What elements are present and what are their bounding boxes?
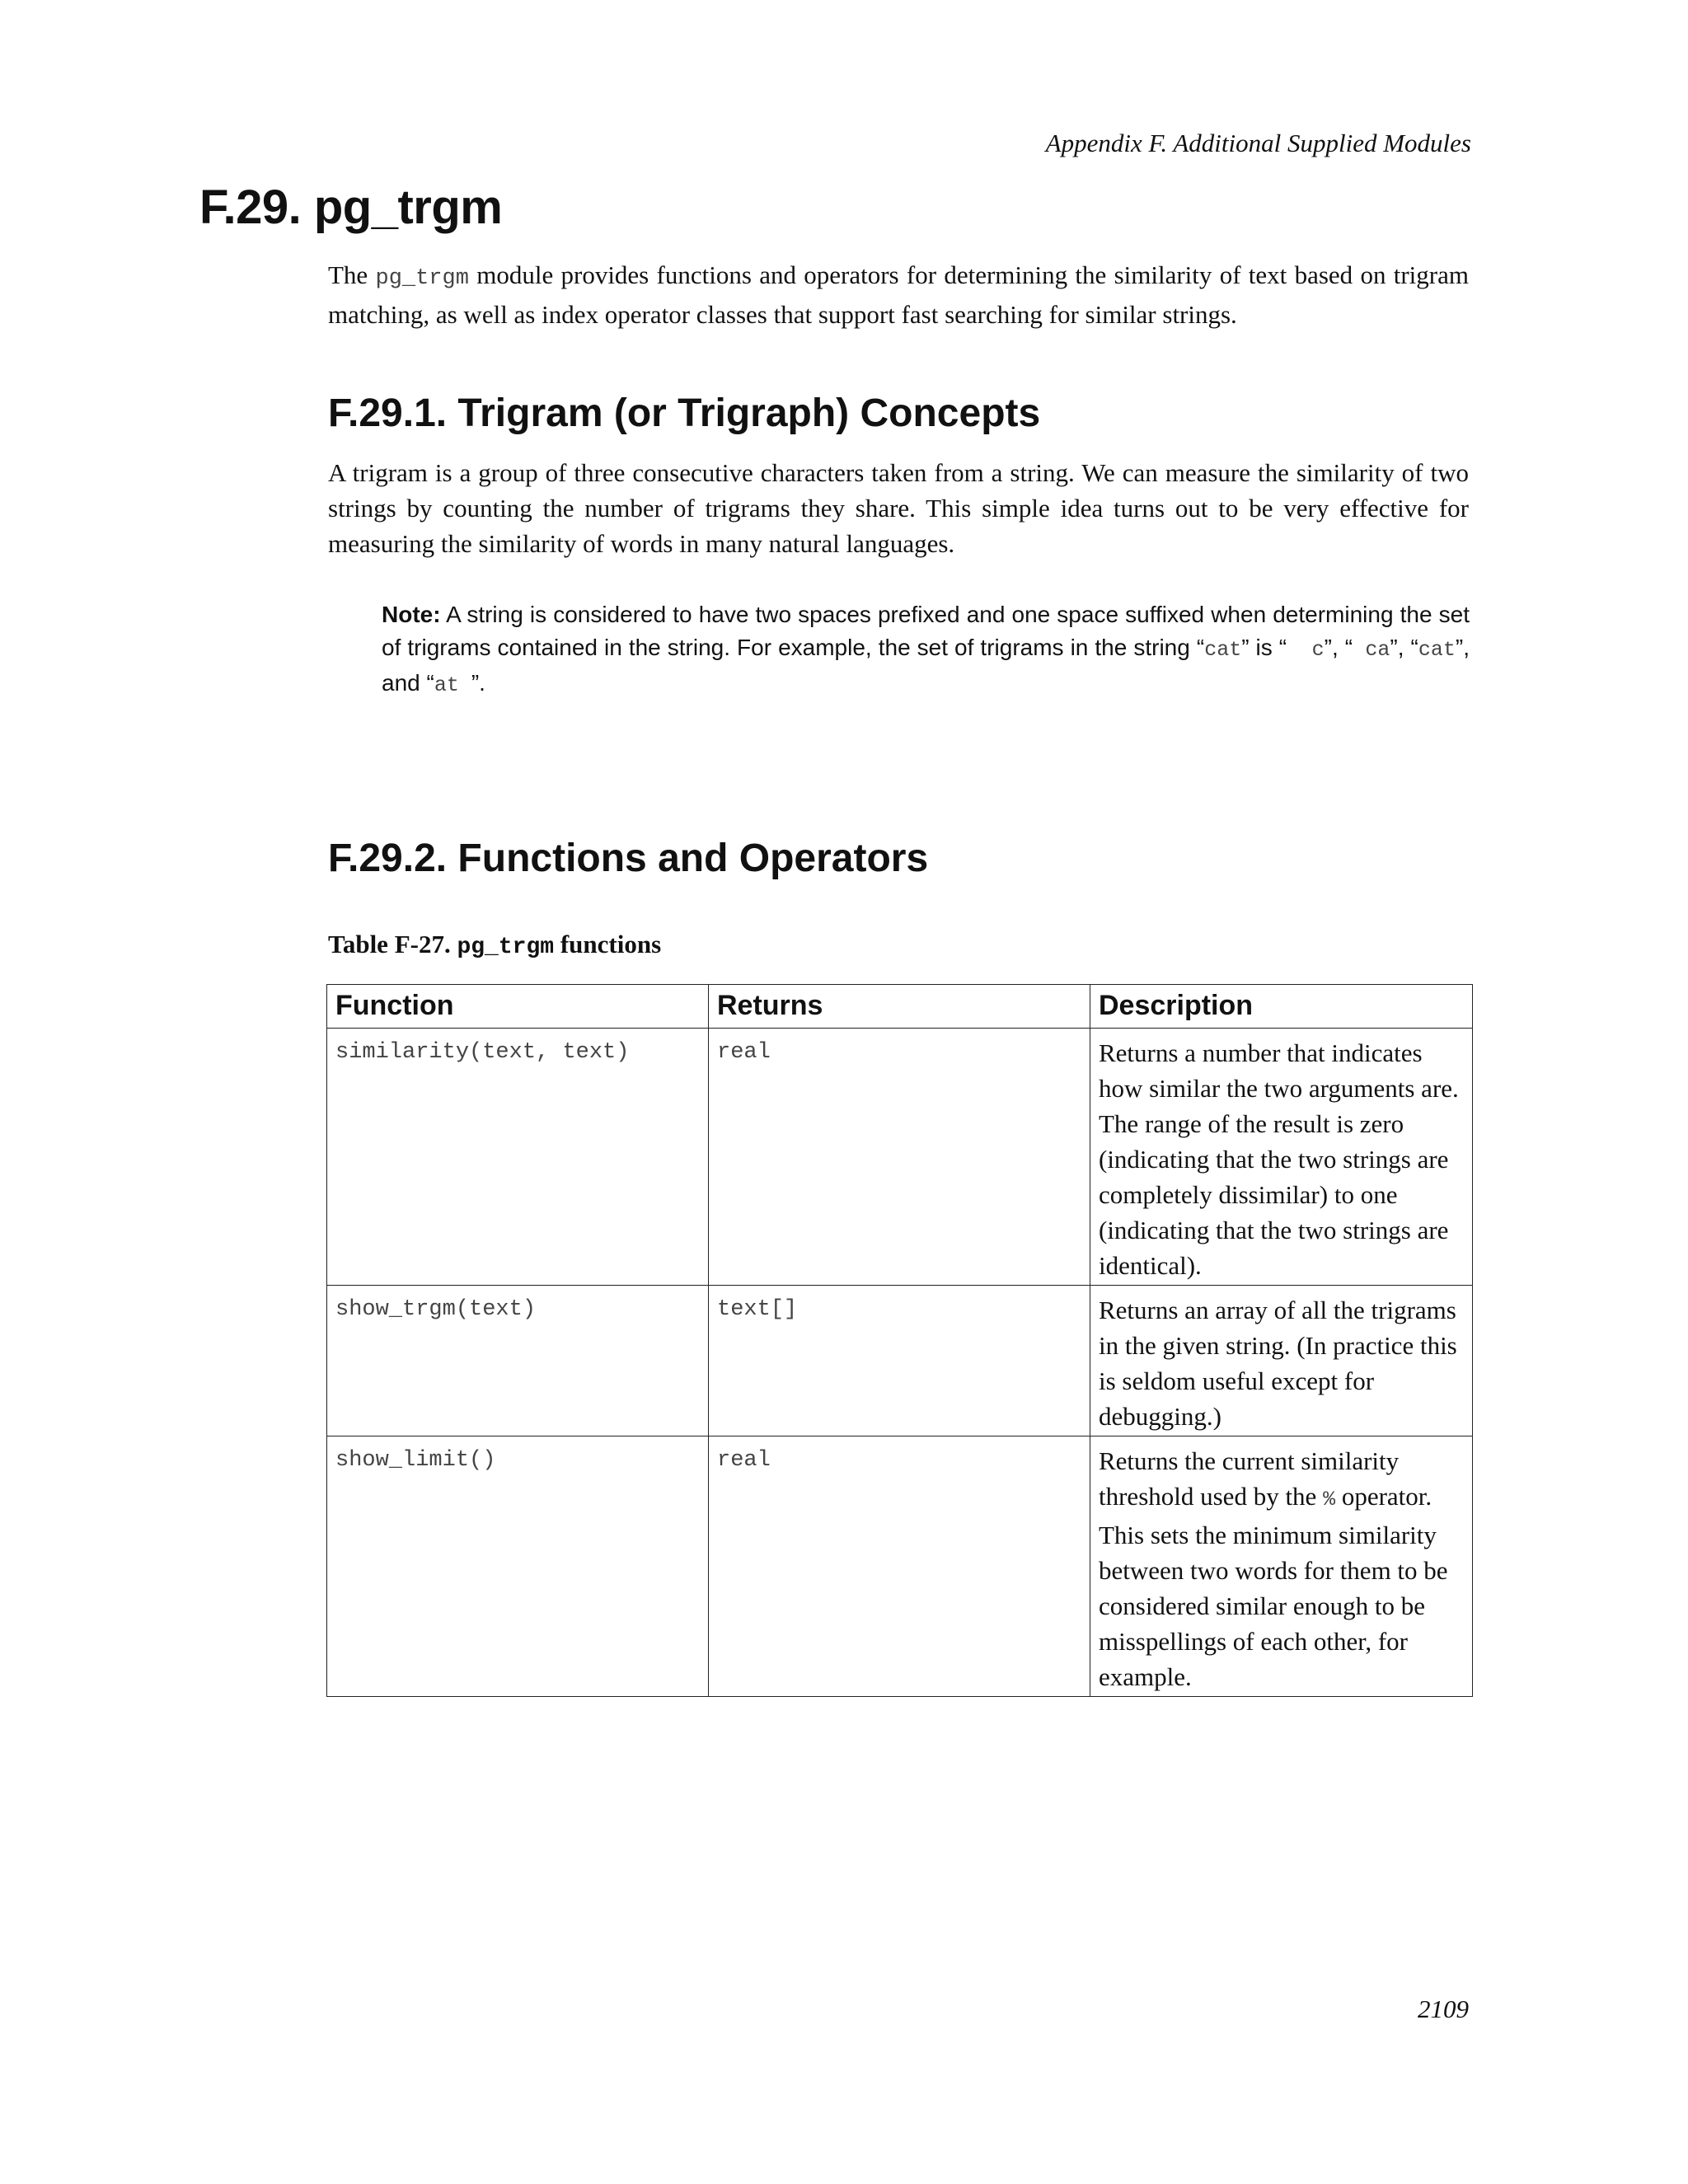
description-text: Returns the current similarity threshold used by the [1099,1446,1400,1511]
function-cell: show_limit() [327,1436,709,1697]
column-header-description: Description [1090,985,1473,1029]
intro-paragraph [328,257,1469,332]
section-heading-functions-operators: F.29.2. Functions and Operators [328,837,929,880]
section-heading-trigram-concepts: F.29.1. Trigram (or Trigraph) Concepts [328,391,1041,435]
table-row [327,1286,1473,1436]
note-block [382,598,1470,702]
description-text: operator. This sets the minimum similarity between two words for them to be considered similar enough to be misspellings of each other, for example. [1099,1482,1448,1691]
column-header-function: Function [327,985,709,1029]
table-header-row [327,985,1473,1029]
note-label: Note: [382,602,441,627]
table-row [327,1029,1473,1286]
note-code: cat [1418,638,1456,662]
function-cell: similarity(text, text) [327,1029,709,1286]
note-text: ”. [471,670,485,696]
note-code: c [1287,638,1325,662]
table-caption [328,930,661,960]
trigram-paragraph: A trigram is a group of three consecutive characters taken from a string. We can measure the similarity of two strings by counting the number of trigrams they share. This simple idea turns out to be very effective for measuring the similarity of words in many natural languages. [328,458,1469,558]
column-header-returns: Returns [709,985,1090,1029]
page-number: 2109 [1418,1994,1469,2023]
functions-table [326,984,1473,1697]
description-cell: Returns an array of all the trigrams in the given string. (In practice this is seldom useful except for debugging.) [1090,1286,1473,1436]
table-row [327,1436,1473,1697]
note-text: ”, and “ [382,635,1470,696]
note-text: A string is considered to have two spaces prefixed and one space suffixed when determining the set of trigrams contained in the string. For example, the set of trigrams in the string “ [382,602,1470,660]
note-text: ”, “ [1390,635,1418,660]
note-code: ca [1353,638,1390,662]
caption-code: pg_trgm [457,935,555,960]
intro-text-2: module provides functions and operators for determining the similarity of text based on trigram matching, as well as index operator classes that support fast searching for similar strings. [328,260,1469,329]
function-cell: show_trgm(text) [327,1286,709,1436]
running-header: Appendix F. Additional Supplied Modules [1045,129,1471,157]
note-code: cat [1204,638,1242,662]
note-code: at [434,673,471,697]
page-title: F.29. pg_trgm [199,180,503,234]
note-text: ” is “ [1241,635,1287,660]
returns-cell: real [709,1029,1090,1286]
note-text: ”, “ [1324,635,1353,660]
caption-suffix: functions [554,930,662,958]
intro-code: pg_trgm [375,266,469,291]
operator-code: % [1323,1488,1336,1511]
intro-text-1: The [328,260,376,289]
caption-prefix: Table F-27. [328,930,457,958]
returns-cell: text[] [709,1286,1090,1436]
description-cell: Returns a number that indicates how similar the two arguments are. The range of the result is zero (indicating that the two strings are completely dissimilar) to one (indicating that the two strings are identical). [1090,1029,1473,1286]
description-cell [1090,1436,1473,1697]
returns-cell: real [709,1436,1090,1697]
